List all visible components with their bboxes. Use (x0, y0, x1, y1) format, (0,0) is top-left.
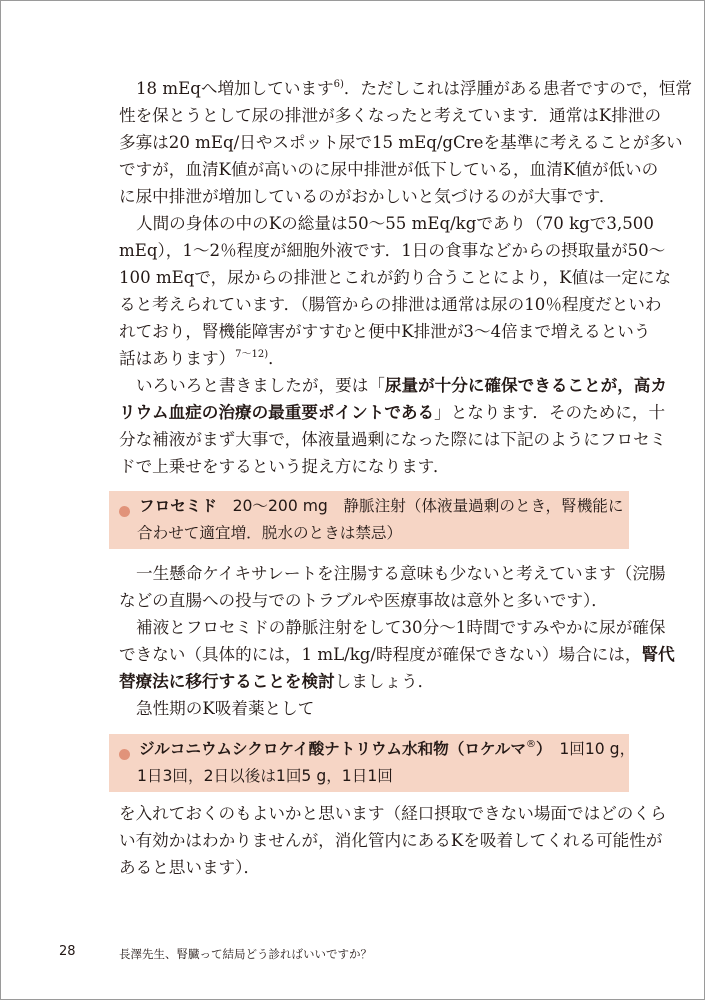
text-run: に尿中排泄が増加しているのがおかしいと気づけるのが大事です． (119, 186, 616, 206)
drug-dosage-box (109, 734, 636, 792)
text-run: 分な補液がまず大事で，体液量過剰になった際には下記のようにフロセミ (119, 429, 667, 449)
running-title: 長澤先生、腎臓って結局どう診ればいいですか？ (119, 947, 372, 961)
text-run: 一生懸命ケイキサレートを注腸する意味も少ないと考えています（浣腸 (136, 563, 666, 583)
body-text-line (119, 183, 629, 210)
body-text-line (119, 372, 667, 399)
body-text-line (119, 156, 659, 183)
text-run: 100 mEqで，尿からの排泄とこれが釣り合うことにより，K値は一定にな (119, 267, 672, 287)
body-text-line (119, 102, 662, 129)
box-line (139, 493, 623, 520)
text-run: 1日3回，2日以後は1回5 g，1日1回 (137, 767, 393, 785)
text-run: しましょう． (334, 671, 435, 691)
text-run: ． (268, 348, 285, 368)
text-run: 性を保とうとして尿の排泄が多くなったと考えています．通常はK排泄の (119, 105, 662, 125)
text-run: mEq），1～2％程度が細胞外液です．1日の食事などからの摂取量が50～ (119, 240, 666, 260)
body-text-line (119, 614, 666, 641)
text-run: 話はあります） (119, 348, 236, 368)
body-text-line (119, 399, 666, 426)
body-text-line (119, 560, 666, 587)
bold-text: 替療法に移行することを検討 (119, 671, 335, 691)
text-run: できない（具体的には，1 mL/kg/時程度が確保できない）場合には， (119, 644, 642, 664)
body-text-line (119, 129, 683, 156)
text-run: 人間の身体の中のKの総量は50～55 mEq/kgであり（70 kgで3,500 (136, 213, 654, 233)
body-text-line (119, 291, 662, 318)
bold-text: ジルコニウムシクロケイ酸ナトリウム水和物（ロケルマ (139, 740, 526, 758)
text-run: ると考えられています．（腸管からの排泄は通常は尿の10％程度だといわ (119, 294, 662, 314)
text-run: 20～200 mg 静脈注射（体液量過剰のとき，腎機能に (216, 497, 624, 515)
page-number: 28 (59, 944, 76, 959)
bold-text: 腎代 (641, 644, 675, 664)
bold-text: ） (535, 740, 544, 758)
text-run: 補液とフロセミドの静脈注射をして30分～1時間ですみやかに尿が確保 (136, 617, 666, 637)
bullet-icon (119, 506, 130, 517)
text-run: 1回10 g， (543, 740, 636, 758)
box-line (137, 763, 393, 790)
bold-text: リウム血症の治療の最重要ポイントである (119, 402, 435, 422)
text-run: などの直腸への投与でのトラブルや医療事故は意外と多いです）． (119, 590, 608, 610)
text-run: ドで上乗せをするという捉え方になります． (119, 456, 450, 476)
body-text-line (119, 587, 629, 614)
text-run: を入れておくのもよいかと思います（経口摂取できない場面ではどのくら (119, 803, 667, 823)
text-run: 急性期のK吸着薬として (136, 698, 315, 718)
text-run: 多寡は20 mEq/日やスポット尿で15 mEq/gCreを基準に考えることが多い (119, 132, 683, 152)
body-text-line (119, 345, 629, 372)
body-text-line (119, 318, 651, 345)
drug-dosage-box (109, 491, 629, 549)
body-text-line (119, 695, 629, 722)
text-run: あると思います）． (119, 857, 261, 877)
body-text-line (119, 641, 675, 668)
text-run: ですが，血清K値が高いのに尿中排泄が低下している，血清K値が低いの (119, 159, 659, 179)
body-text-line (119, 827, 663, 854)
text-run: 」となります．そのために，十 (434, 402, 666, 422)
text-run: ．ただしこれは浮腫がある患者ですので，恒常 (343, 78, 693, 98)
body-text-line (119, 854, 629, 881)
body-text-line (119, 75, 693, 102)
text-run: 合わせて適宜増．脱水のときは禁忌） (137, 524, 403, 542)
text-run: いろいろと書きましたが，要は「 (136, 375, 385, 395)
body-text-line (119, 237, 666, 264)
text-run: れており，腎機能障害がすすむと便中K排泄が3～4倍まで増えるという (119, 321, 651, 341)
bullet-icon (119, 749, 130, 760)
body-text-line (119, 453, 629, 480)
body-text-line (119, 426, 667, 453)
text-run: 18 mEqへ増加しています (136, 78, 334, 98)
text-run: い有効かはわかりませんが，消化管内にあるKを吸着してくれる可能性が (119, 830, 663, 850)
superscript: 7～12) (235, 348, 269, 360)
box-line (139, 736, 635, 763)
body-text-line (119, 800, 667, 827)
bold-text: フロセミド (139, 497, 217, 515)
body-text-line (119, 264, 672, 291)
superscript: ® (525, 739, 536, 750)
superscript: 6) (333, 78, 344, 90)
box-line (137, 520, 402, 547)
body-text-line (119, 210, 654, 237)
bold-text: 尿量が十分に確保できることが，高カ (384, 375, 667, 395)
body-text-line (119, 668, 629, 695)
